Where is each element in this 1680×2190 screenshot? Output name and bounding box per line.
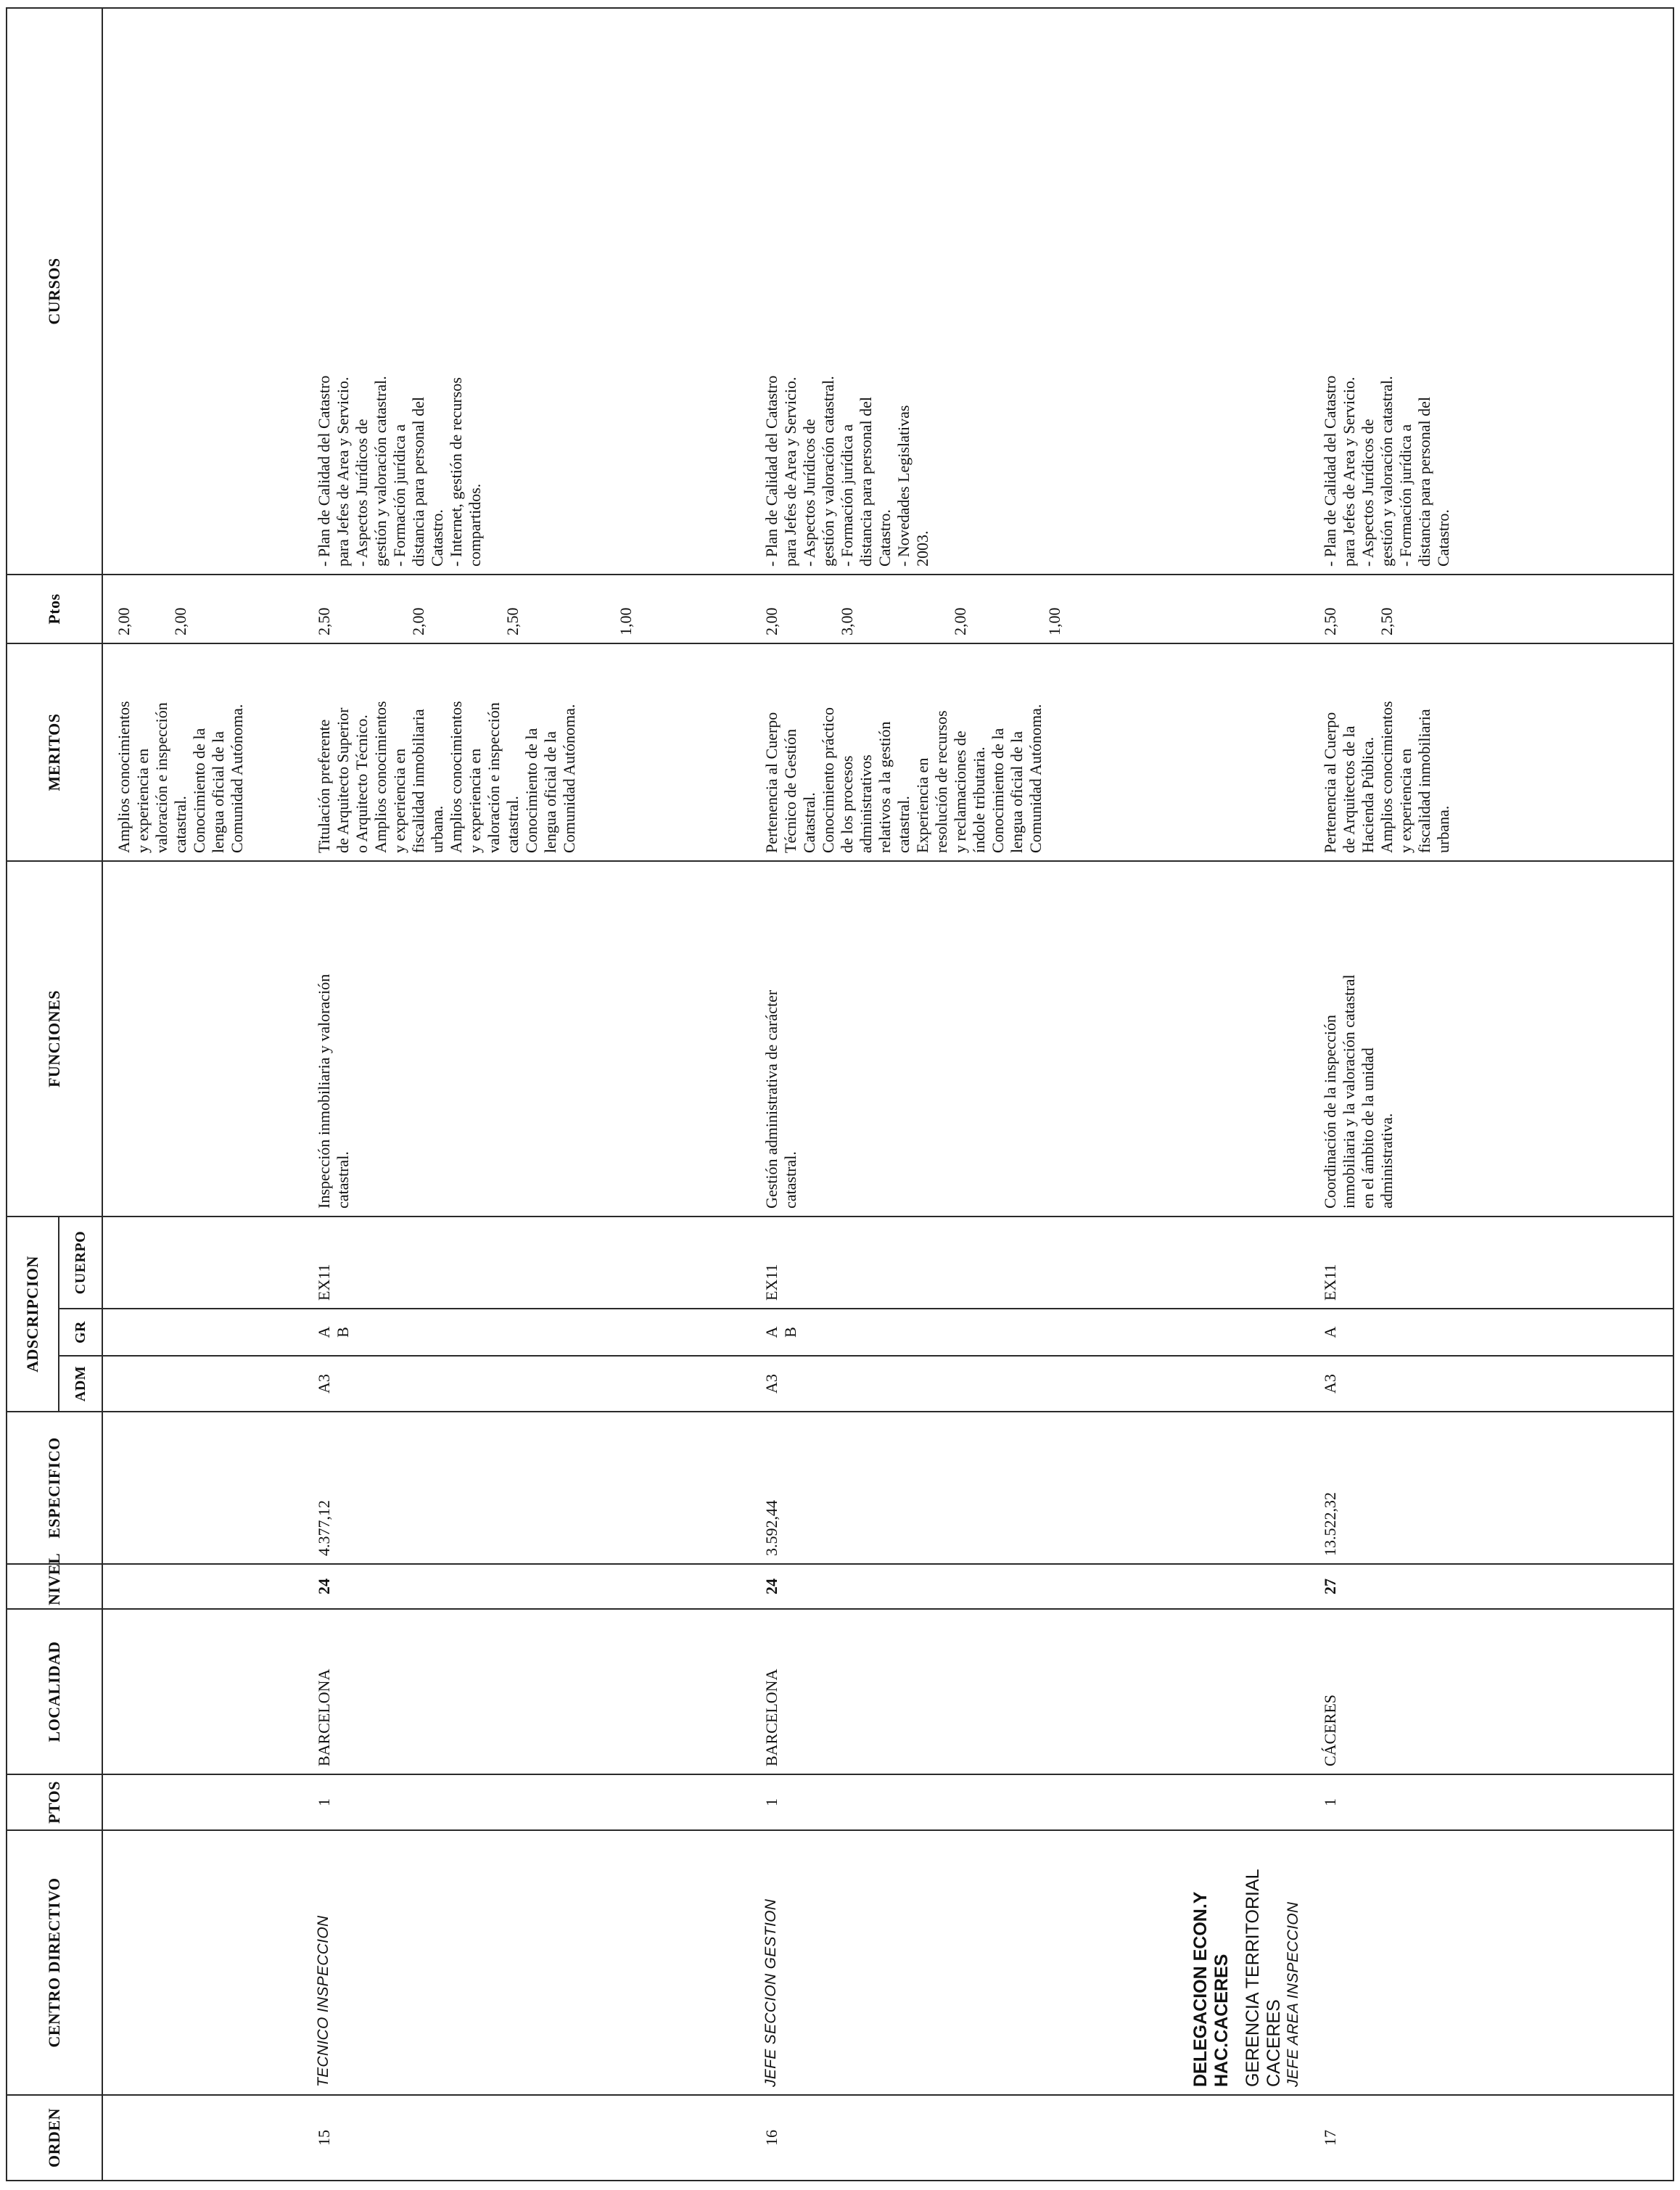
nivel-value: 24 — [762, 1578, 781, 1594]
ptos-value: 2,00 — [171, 607, 189, 635]
meritos-text: Pertenencia al Cuerpo Técnico de Gestión Catastral. Conocimiento práctico de los procesos administrativos relativos a la gestión catastral. Experiencia en resolución de recursos y reclamaciones de índole tributaria. Conocimiento de la lengua oficial de la Comunidad Autónoma. — [762, 704, 1045, 853]
ptos-value: 1 — [762, 1798, 781, 1806]
cuerpo-value: EX11 — [315, 1264, 333, 1301]
header-adscripcion: ADSCRIPCION — [7, 1217, 59, 1412]
ptos-value: 1 — [315, 1798, 333, 1806]
gr-value: A — [1321, 1326, 1339, 1338]
adm-value: A3 — [762, 1374, 781, 1394]
gr-value: A B — [762, 1326, 799, 1338]
adm-value: A3 — [315, 1374, 333, 1394]
especifico-value: 3.592,44 — [762, 1500, 781, 1556]
puesto-title: TECNICO INSPECCION — [315, 1915, 332, 2087]
cursos-text: - Plan de Calidad del Catastro para Jefes de Area y Servicio. - Aspectos Jurídicos de gestión y valoración catastral. - Formación jurídica a distancia para personal del Catastro. - Internet, gestión de recursos compartidos. — [315, 375, 484, 567]
ptos-value: 1 — [1321, 1798, 1339, 1806]
cuerpo-value: EX11 — [1321, 1264, 1339, 1301]
header-especifico: ESPECIFICO — [7, 1412, 102, 1564]
header-ptos-meritos: Ptos — [7, 575, 102, 643]
ptos-value: 1,00 — [1045, 607, 1063, 635]
header-gr: GR — [59, 1309, 102, 1356]
header-centro-directivo: CENTRO DIRECTIVO — [7, 1830, 102, 2095]
ptos-value: 1,00 — [617, 607, 635, 635]
ptos-value: 2,50 — [503, 607, 522, 635]
ptos-value: 2,50 — [1321, 607, 1339, 635]
puesto-title: JEFE SECCION GESTION — [762, 1898, 779, 2087]
orden-value: 15 — [315, 2130, 333, 2146]
cursos-text: - Plan de Calidad del Catastro para Jefes de Area y Servicio. - Aspectos Jurídicos de gestión y valoración catastral. - Formación jurídica a distancia para personal del Catastro. — [1321, 375, 1452, 567]
meritos-text: Titulación preferente de Arquitecto Superior o Arquitecto Técnico. Amplios conocimientos y experiencia en fiscalidad inmobiliaria urbana. Amplios conocimientos y experiencia en valoración e inspección catastral. Conocimiento de la lengua oficial de la Comunidad Autónoma. — [315, 701, 578, 853]
localidad-value: BARCELONA — [762, 1668, 781, 1766]
localidad-value: BARCELONA — [315, 1668, 333, 1766]
especifico-value: 13.522,32 — [1321, 1492, 1339, 1556]
header-localidad: LOCALIDAD — [7, 1609, 102, 1774]
ptos-value: 2,00 — [409, 607, 427, 635]
funciones-text: Coordinación de la inspección inmobiliaria y la valoración catastral en el ámbito de la unidad administrativa. — [1321, 974, 1396, 1209]
ptos-value: 2,00 — [762, 607, 781, 635]
table-row — [754, 8, 1169, 2181]
ptos-value: 2,50 — [315, 607, 333, 635]
header-meritos: MERITOS — [7, 643, 102, 861]
cursos-text: - Plan de Calidad del Catastro para Jefes de Area y Servicio. - Aspectos Jurídicos de gestión y valoración catastral. - Formación jurídica a distancia para personal del Catastro. - Novedades Legislativas 2003. — [762, 375, 931, 567]
header-cuerpo: CUERPO — [59, 1217, 102, 1309]
gerencia-heading: GERENCIA TERRITORIAL CACERES — [1243, 1869, 1284, 2087]
meritos-text: Pertenencia al Cuerpo de Arquitectos de la Hacienda Pública. Amplios conocimientos y experiencia en fiscalidad inmobiliaria urbana. — [1321, 701, 1452, 853]
delegacion-heading: DELEGACION ECON.Y HAC.CACERES — [1190, 1891, 1232, 2087]
header-adm: ADM — [59, 1356, 102, 1412]
adm-value: A3 — [1321, 1374, 1339, 1394]
nivel-value: 27 — [1321, 1578, 1339, 1594]
nivel-value: 24 — [315, 1578, 333, 1594]
ptos-value: 2,50 — [1378, 607, 1396, 635]
meritos-continuation: Amplios conocimientos y experiencia en valoración e inspección catastral. Conocimiento de la lengua oficial de la Comunidad Autónoma. — [115, 701, 246, 853]
funciones-text: Gestión administrativa de carácter catastral. — [762, 989, 799, 1209]
localidad-value: CÁCERES — [1321, 1694, 1339, 1766]
header-nivel: NIVEL — [7, 1564, 102, 1609]
header-cursos: CURSOS — [7, 8, 102, 575]
especifico-value: 4.377,12 — [315, 1500, 333, 1556]
cuerpo-value: EX11 — [762, 1264, 781, 1301]
gr-value: A B — [315, 1326, 352, 1338]
funciones-text: Inspección inmobiliaria y valoración catastral. — [315, 973, 352, 1209]
puesto-title: JEFE AREA INSPECCION — [1285, 1901, 1301, 2087]
table-row — [306, 8, 754, 2181]
header-ptos: PTOS — [7, 1774, 102, 1830]
ptos-value: 2,00 — [951, 607, 969, 635]
orden-value: 16 — [762, 2130, 781, 2146]
ptos-value: 3,00 — [838, 607, 856, 635]
header-orden: ORDEN — [7, 2095, 102, 2181]
ptos-value: 2,00 — [115, 607, 133, 635]
orden-value: 17 — [1321, 2130, 1339, 2146]
table-row — [1169, 8, 1673, 2181]
job-positions-table — [6, 7, 1674, 2181]
table-row-continuation — [102, 8, 306, 2181]
header-funciones: FUNCIONES — [7, 861, 102, 1217]
